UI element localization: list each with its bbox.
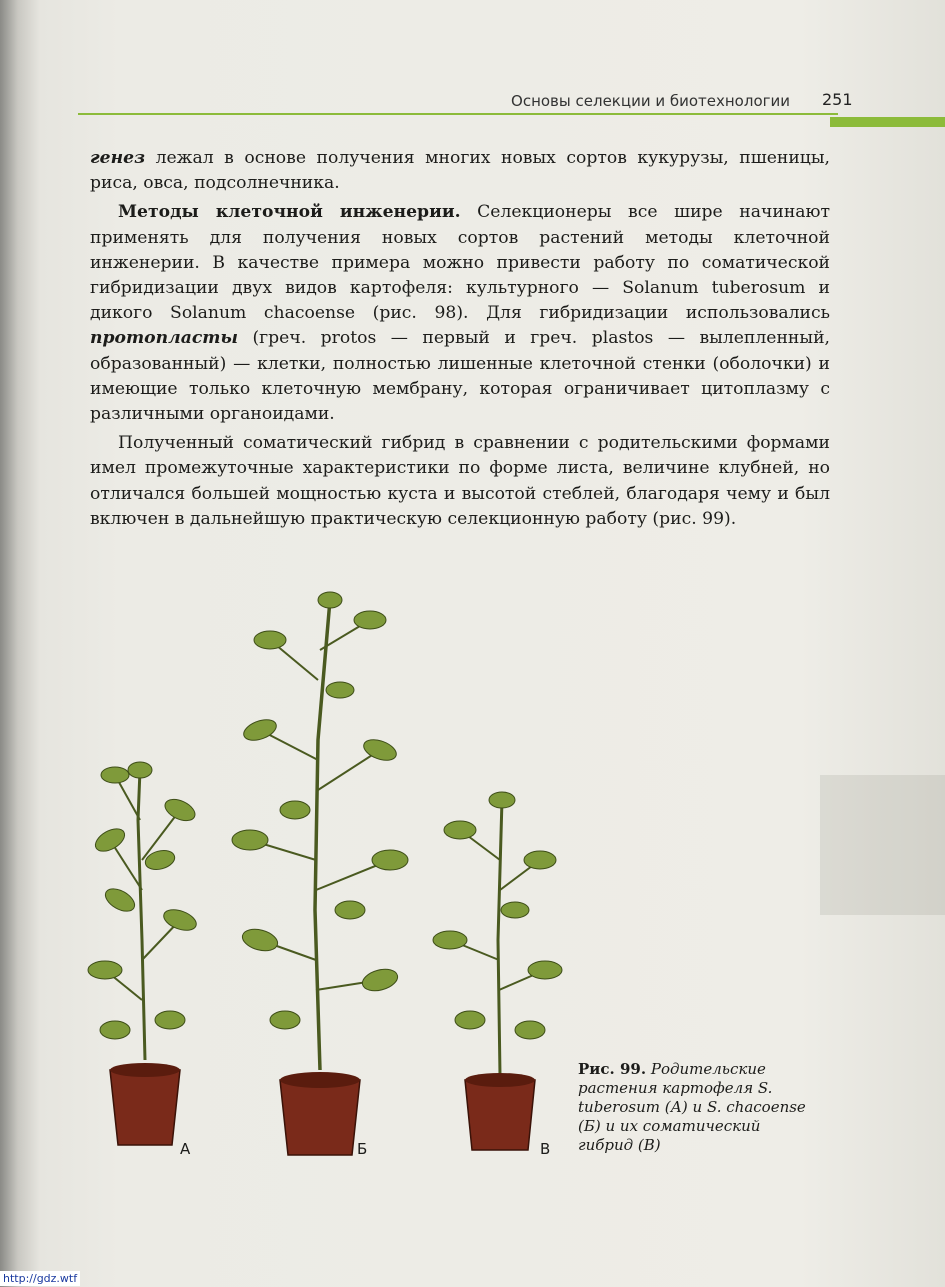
plant-b <box>232 592 408 1155</box>
paragraph-text: лежал в основе получения многих новых сортов кукурузы, пшеницы, риса, овса, подсолнечника. <box>90 148 830 194</box>
header-rule <box>78 113 838 115</box>
paragraph-3: Полученный соматический гибрид в сравнении с родительскими формами имел промежуточные характеристики по форме листа, величине клубней, но отличался большей мощностью куста и высотой стеблей, благодаря чему и был включен в дальнейшую практическую селекционную работу (рис. 99). <box>90 433 830 529</box>
paragraph-2 <box>90 200 830 427</box>
term-protoplasts: протопласты <box>90 328 238 349</box>
italic-term: генез <box>90 148 146 168</box>
section-heading: Методы клеточной инженерии. <box>118 202 461 223</box>
label-c: В <box>540 1140 551 1158</box>
label-a: А <box>180 1140 191 1158</box>
page-number: 251 <box>822 90 853 109</box>
paragraph-1 <box>90 146 830 196</box>
label-b: Б <box>357 1140 368 1158</box>
body-text <box>90 146 830 536</box>
header-accent-bar <box>830 117 945 127</box>
plants-illustration <box>70 560 590 1170</box>
plant-c <box>433 792 562 1150</box>
paragraph-text: (греч. protos — первый и греч. plastos — вылепленный, образованный) — клетки, полностью лишенные клеточной стенки (оболочки) и имеющие только клеточную мембрану, которая ограничивает цитоплазму с различными органоидами. <box>90 328 830 425</box>
figure-caption <box>578 1060 818 1155</box>
paragraph-text: Селекционеры все шире начинают применять для получения новых сортов растений методы клеточной инженерии. В качестве примера можно привести работу по соматической гибридизации двух видов картофеля: культурного — Solanum tuberosum и дикого Solanum chacoense (рис. 98). Для гибридизации использовались <box>90 202 831 324</box>
caption-text: Родительские растения картофеля S. tuberosum (А) и S. chacoense (Б) и их соматический гибрид (В) <box>578 1060 806 1154</box>
bleed-through-shadow <box>820 775 945 915</box>
watermark-link[interactable]: http://gdz.wtf <box>0 1271 80 1286</box>
caption-number: Рис. 99. <box>578 1060 647 1078</box>
running-head: Основы селекции и биотехнологии <box>511 92 790 110</box>
plant-a <box>88 762 199 1145</box>
